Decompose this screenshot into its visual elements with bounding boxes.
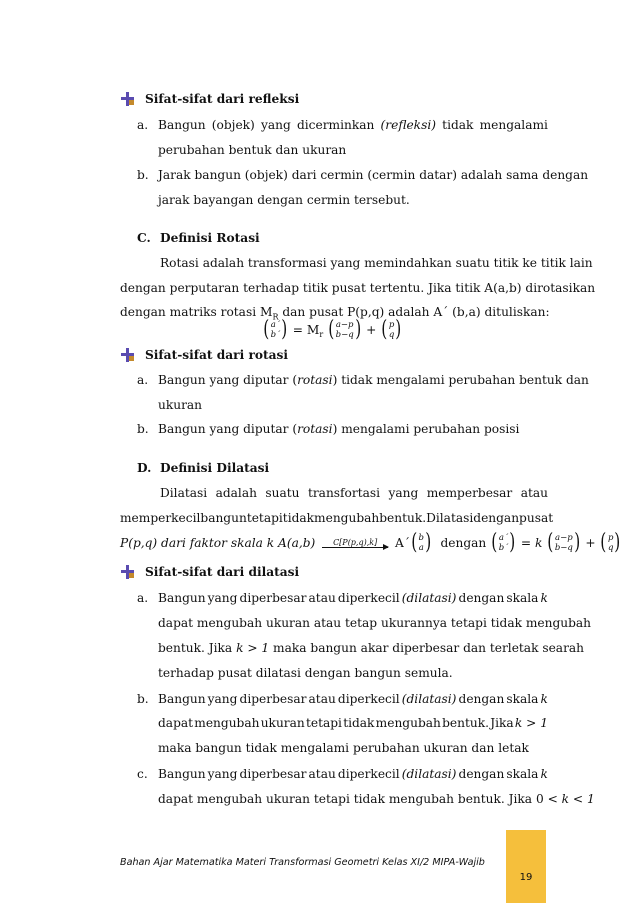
dilatasi-item-c-line2: dapat mengubah ukuran tetapi tidak mengubah bentuk. Jika 0 < k < 1 xyxy=(158,792,595,806)
word: Bangun xyxy=(158,591,206,605)
word: dengan xyxy=(458,767,505,781)
matrix-difference: ( a−p b−q ) xyxy=(547,530,581,555)
equals-m: = M xyxy=(292,323,320,337)
matrix-entry: b´ xyxy=(498,543,509,553)
subscript: r xyxy=(319,329,324,339)
section-letter-d: D. xyxy=(137,461,152,475)
matrix-entry: a−p xyxy=(335,320,354,330)
rotasi-item-b-line1: Bangun yang diputar (rotasi) mengalami perubahan posisi xyxy=(158,422,520,436)
text: dengan matriks rotasi M xyxy=(120,305,273,319)
text: dengan xyxy=(440,536,487,550)
rotasi-formula xyxy=(262,319,403,341)
mapping-arrow xyxy=(322,538,388,548)
matrix-image: ( b a ) xyxy=(411,530,432,555)
dilatasi-heading: Definisi Dilatasi xyxy=(160,461,270,475)
word: yang xyxy=(207,692,238,706)
refleksi-item-b-line2: jarak bayangan dengan cermin tersebut. xyxy=(158,193,410,207)
dilatasi-properties-heading: Sifat-sifat dari dilatasi xyxy=(145,565,300,579)
dilatasi-item-b-line1 xyxy=(158,692,548,706)
word: atau xyxy=(308,591,336,605)
dilatasi-item-a-line3: bentuk. Jika k > 1 maka bangun akar diperbesar dan terletak searah xyxy=(158,641,585,655)
word: dicerminkan xyxy=(296,118,375,132)
word: pusat xyxy=(519,511,554,525)
word: skala xyxy=(506,591,539,605)
arrow-shaft xyxy=(322,547,388,548)
word: tidak xyxy=(442,118,474,132)
word: suatu xyxy=(265,486,300,500)
matrix-entry: q xyxy=(608,543,614,553)
dilatasi-formula-line xyxy=(120,532,622,554)
word: memperkecil xyxy=(120,511,201,525)
word: Bangun xyxy=(158,118,206,132)
word: k xyxy=(540,591,548,605)
word: mengubah xyxy=(194,716,260,730)
rotasi-paragraph-line1: Rotasi adalah transformasi yang memindahkan suatu titik ke titik lain xyxy=(160,256,593,270)
word: bentuk. xyxy=(442,716,489,730)
word: (objek) xyxy=(211,118,255,132)
page-number-box xyxy=(506,830,546,903)
word: (dilatasi) xyxy=(401,591,457,605)
word: mengubah xyxy=(314,511,380,525)
arrow-label: C[P(p,q),k] xyxy=(333,538,378,547)
matrix-entry: a xyxy=(418,543,424,553)
matrix-entry: a´ xyxy=(498,533,509,543)
list-marker: b. xyxy=(137,692,149,706)
word: diperkecil xyxy=(337,692,400,706)
refleksi-properties-heading: Sifat-sifat dari refleksi xyxy=(145,92,300,106)
word: mengalami xyxy=(479,118,548,132)
dilatasi-paragraph-line2 xyxy=(120,511,554,525)
word: skala xyxy=(506,767,539,781)
list-marker: a. xyxy=(137,591,149,605)
matrix-entry: p xyxy=(388,320,395,330)
list-marker: c. xyxy=(137,767,148,781)
list-marker: b. xyxy=(137,168,149,182)
word: yang xyxy=(388,486,419,500)
word: diperbesar xyxy=(239,767,307,781)
word: atau xyxy=(308,767,336,781)
dilatasi-item-c-line1 xyxy=(158,767,548,781)
equals-k: = k xyxy=(520,536,543,550)
italic-term: (refleksi) xyxy=(380,118,436,132)
dilatasi-item-b-line3: maka bangun tidak mengalami perubahan ukuran dan letak xyxy=(158,741,529,755)
word: memperbesar xyxy=(426,486,513,500)
word: Bangun xyxy=(158,692,206,706)
matrix-entry: a´ xyxy=(270,320,281,330)
refleksi-item-a-line1 xyxy=(158,118,548,132)
rotasi-heading: Definisi Rotasi xyxy=(160,231,260,245)
bullet-pin-icon xyxy=(120,92,134,106)
word: k xyxy=(540,767,548,781)
word: yang xyxy=(260,118,291,132)
word: Dilatasi xyxy=(160,486,208,500)
word: skala xyxy=(506,692,539,706)
dilatasi-item-a-line1 xyxy=(158,591,548,605)
rotasi-item-a-line2: ukuran xyxy=(158,398,203,412)
word: transfortasi xyxy=(307,486,381,500)
page-footer: Bahan Ajar Matematika Materi Transformasi Geometri Kelas XI/2 MIPA-Wajib xyxy=(120,857,485,868)
word: tetapi xyxy=(305,716,342,730)
word: atau xyxy=(520,486,548,500)
dilatasi-item-a-line2: dapat mengubah ukuran atau tetap ukurannya tetapi tidak mengubah xyxy=(158,616,592,630)
matrix-entry: b xyxy=(418,533,424,543)
bullet-pin-icon xyxy=(120,348,134,362)
matrix-difference: ( a−p b−q ) xyxy=(328,317,361,342)
word: tidak xyxy=(282,511,315,525)
word: diperbesar xyxy=(239,591,307,605)
word: diperkecil xyxy=(337,767,400,781)
rotasi-item-a-line1: Bangun yang diputar (rotasi) tidak mengalami perubahan bentuk dan xyxy=(158,373,589,387)
page-number: 19 xyxy=(519,872,533,883)
matrix-image-point: ( a´ b´ ) xyxy=(263,317,288,342)
rotasi-properties-heading: Sifat-sifat dari rotasi xyxy=(145,348,289,362)
dilatasi-item-b-line2 xyxy=(158,716,548,730)
word: diperkecil xyxy=(337,591,400,605)
word: Dilatasi xyxy=(426,511,474,525)
word: yang xyxy=(207,767,238,781)
matrix-entry: b´ xyxy=(270,330,281,340)
word: Jika xyxy=(490,716,514,730)
subscript: R xyxy=(272,312,279,322)
matrix-center: ( p q ) xyxy=(381,317,402,342)
word: dengan xyxy=(473,511,520,525)
word: bangun xyxy=(200,511,247,525)
bullet-pin-icon xyxy=(120,565,134,579)
text: P(p,q) dari faktor skala k A(a,b) xyxy=(120,536,316,550)
image-point: A´ xyxy=(395,536,410,550)
list-marker: b. xyxy=(137,422,149,436)
word: dapat xyxy=(158,716,194,730)
matrix-center: ( p q ) xyxy=(600,530,621,555)
matrix-entry: q xyxy=(388,330,395,340)
matrix-entry: p xyxy=(608,533,614,543)
word: diperbesar xyxy=(239,692,307,706)
refleksi-item-a-line2: perubahan bentuk dan ukuran xyxy=(158,143,347,157)
dilatasi-paragraph-line1 xyxy=(160,486,548,500)
text: dan pusat P(p,q) adalah A´ (b,a) dituliskan: xyxy=(278,305,550,319)
word: ukuran xyxy=(260,716,305,730)
list-marker: a. xyxy=(137,118,149,132)
matrix-entry: b−q xyxy=(335,330,354,340)
word: atau xyxy=(308,692,336,706)
word: (dilatasi) xyxy=(401,767,457,781)
refleksi-item-b-line1: Jarak bangun (objek) dari cermin (cermin datar) adalah sama dengan xyxy=(158,168,589,182)
dilatasi-item-a-line4: terhadap pusat dilatasi dengan bangun semula. xyxy=(158,666,453,680)
word: Bangun xyxy=(158,767,206,781)
word: yang xyxy=(207,591,238,605)
word: dengan xyxy=(458,591,505,605)
word: tidak xyxy=(343,716,375,730)
list-marker: a. xyxy=(137,373,149,387)
section-letter-c: C. xyxy=(137,231,151,245)
word: k xyxy=(540,692,548,706)
matrix-entry: a−p xyxy=(555,533,573,543)
matrix-image-point: ( a´ b´ ) xyxy=(491,530,516,555)
plus-sign: + xyxy=(366,323,377,337)
word: mengubah xyxy=(375,716,441,730)
matrix-entry: b−q xyxy=(554,543,573,553)
word: tetapi xyxy=(246,511,283,525)
word: bentuk. xyxy=(379,511,427,525)
word: k > 1 xyxy=(514,716,548,730)
word: adalah xyxy=(215,486,257,500)
rotasi-paragraph-line2: dengan perputaran terhadap titik pusat tertentu. Jika titik A(a,b) dirotasikan xyxy=(120,281,596,295)
plus-sign: + xyxy=(585,536,596,550)
word: dengan xyxy=(458,692,505,706)
word: (dilatasi) xyxy=(401,692,457,706)
